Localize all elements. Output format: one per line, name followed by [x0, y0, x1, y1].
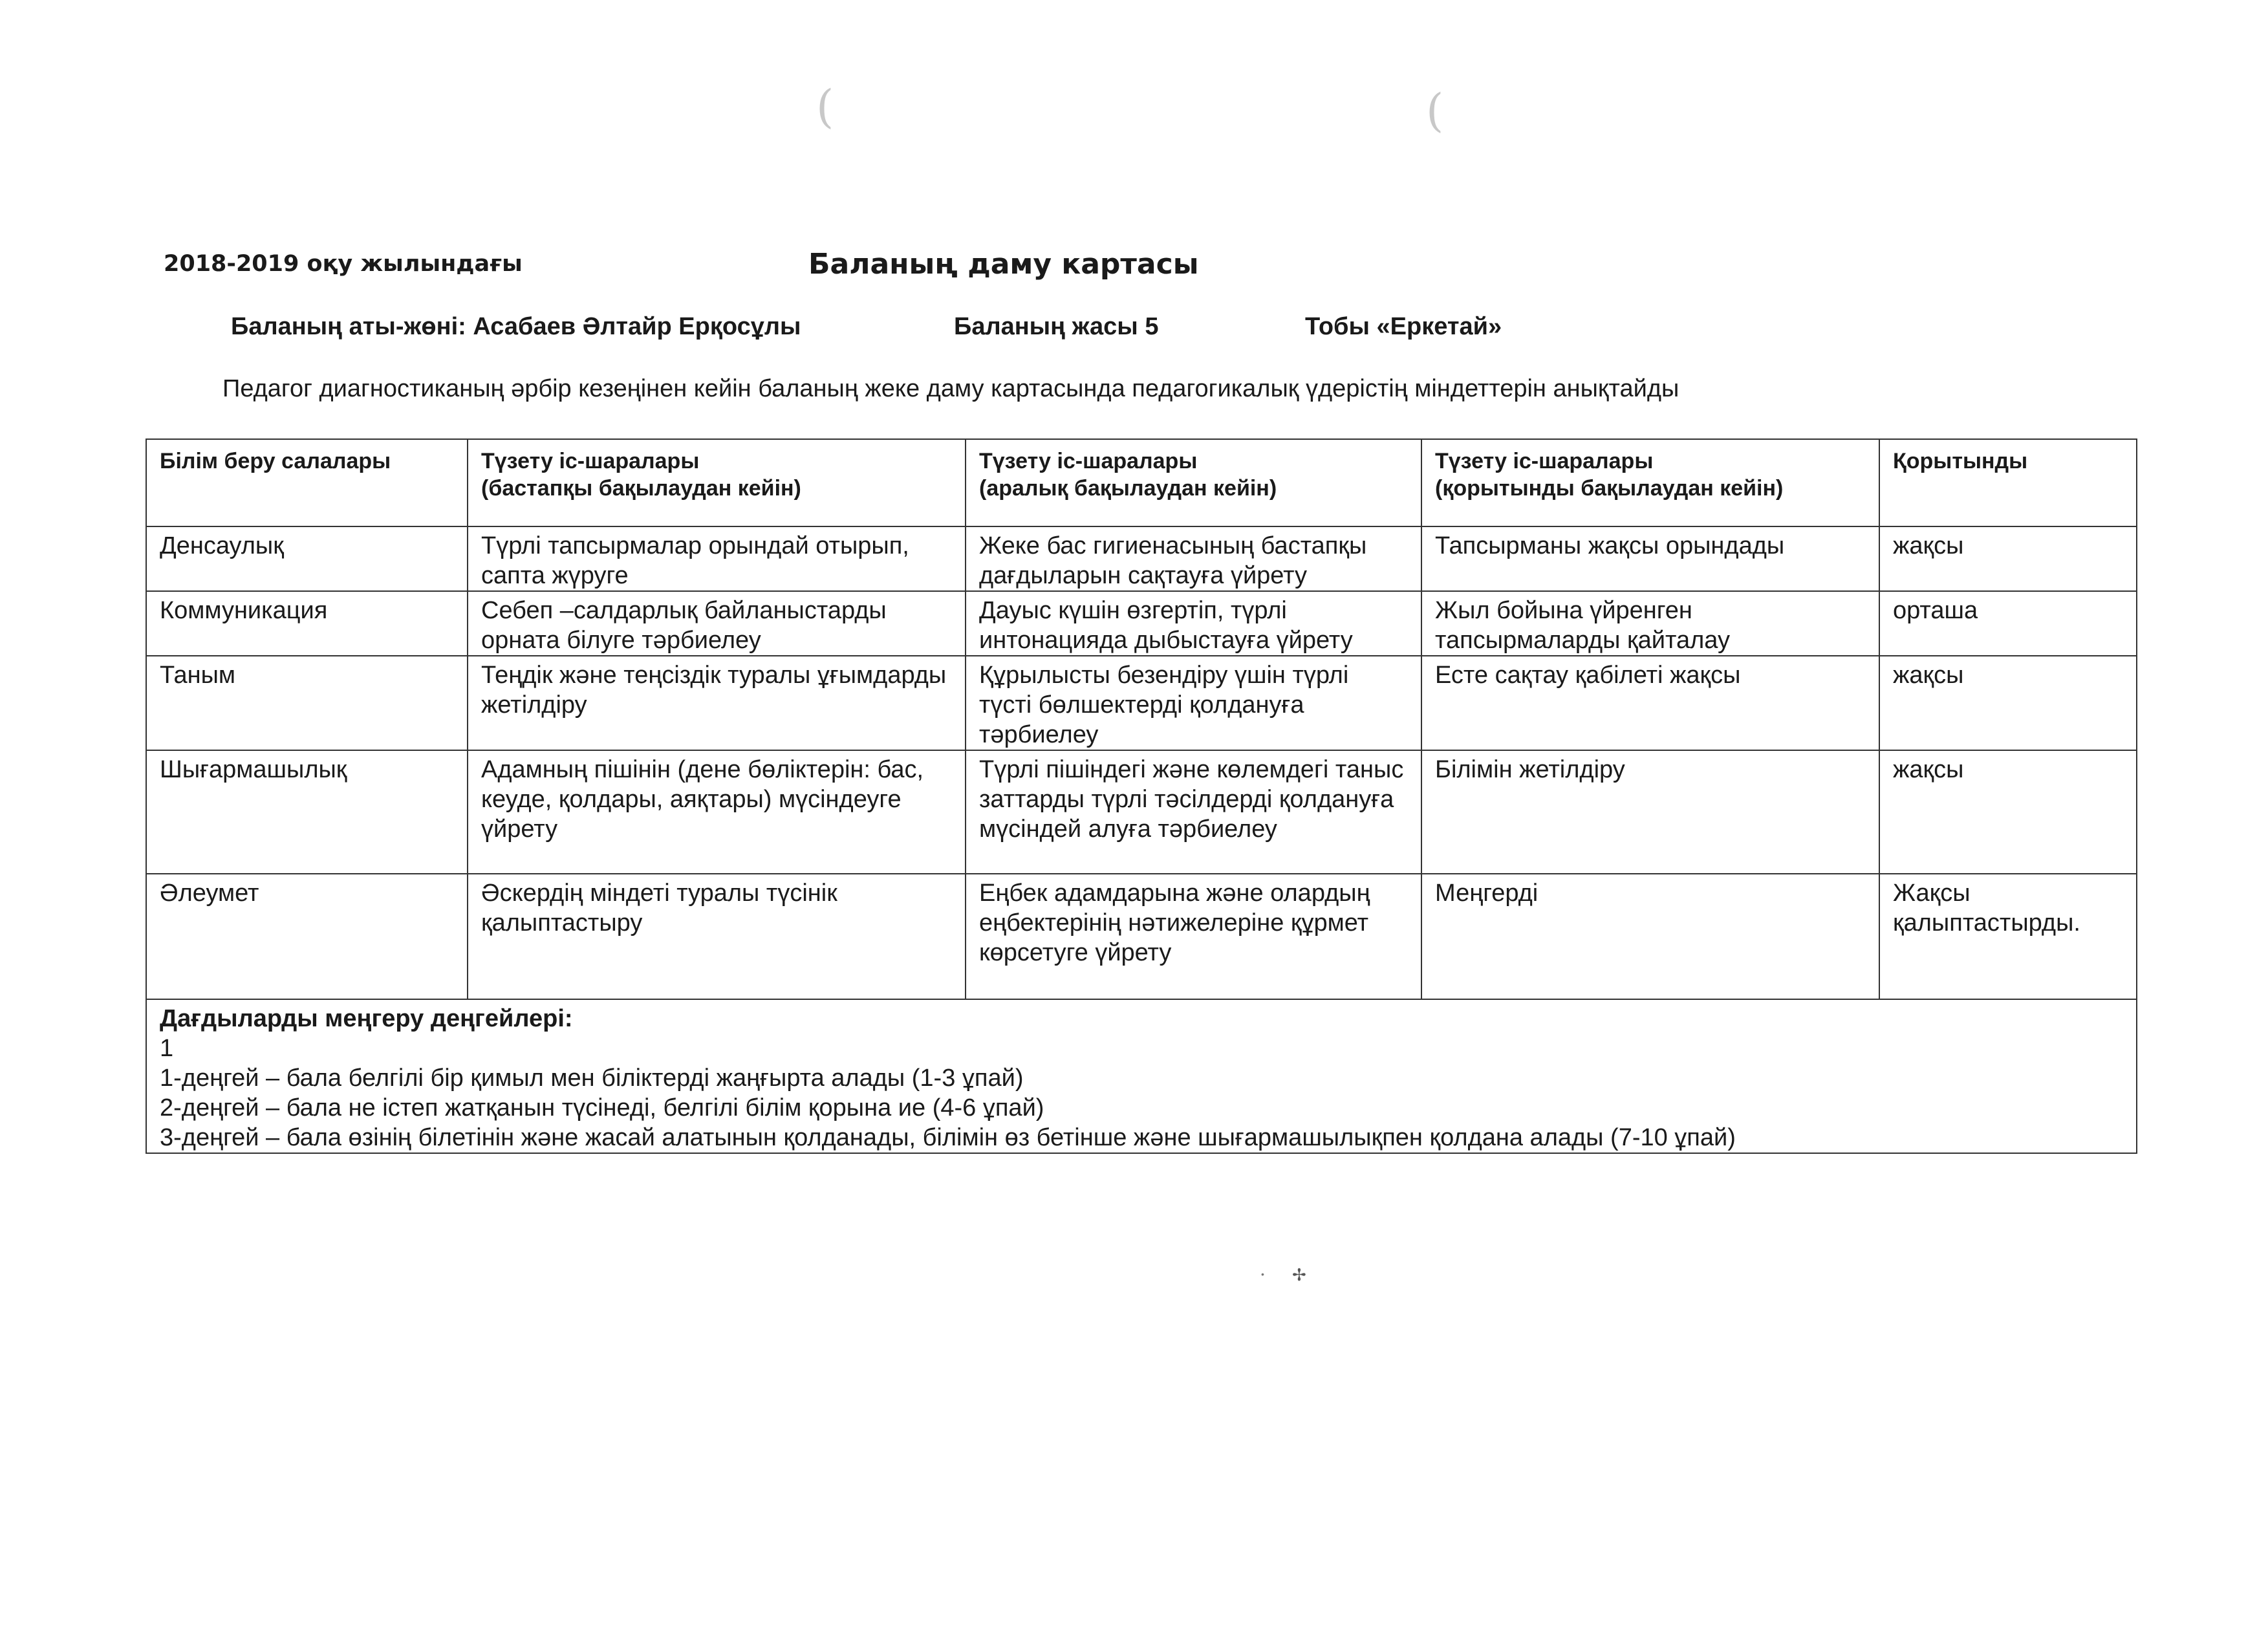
- development-card-table: [146, 439, 2137, 1154]
- final-cell: Тапсырманы жақсы орындады: [1421, 526, 1879, 591]
- initial-cell: Себеп –салдарлық байланыстарды орната білуге тәрбиелеу: [468, 591, 966, 656]
- levels-row: [146, 999, 2137, 1153]
- interim-cell: Еңбек адамдарына және олардың еңбектерінің нәтижелеріне құрмет көрсетуге үйрету: [966, 874, 1421, 999]
- column-header: Түзету іс-шаралары (бастапқы бақылаудан кейін): [468, 439, 966, 526]
- intro-text: Педагог диагностиканың әрбір кезеңінен кейін баланың жеке даму картасында педагогикалық үдерістің міндеттерін анықтайды: [222, 375, 1679, 402]
- initial-cell: Түрлі тапсырмалар орындай отырып, сапта жүруге: [468, 526, 966, 591]
- area-cell: Денсаулық: [146, 526, 468, 591]
- table-row: [146, 656, 2137, 750]
- table-header-row: [146, 439, 2137, 526]
- final-cell: Жыл бойына үйренген тапсырмаларды қайталау: [1421, 591, 1879, 656]
- table-row: [146, 591, 2137, 656]
- area-cell: Шығармашылық: [146, 750, 468, 874]
- level-item: 3-деңгей – бала өзінің білетінін және жасай алатынын қолданады, білімін өз бетінше және шығармашылықпен қолдана алады (7-10 ұпай): [160, 1124, 1736, 1151]
- child-name: Баланың аты-жөні: Асабаев Әлтайр Ерқосұлы: [231, 313, 801, 340]
- child-group: Тобы «Еркетай»: [1305, 313, 1502, 340]
- area-cell: Әлеумет: [146, 874, 468, 999]
- final-cell: Білімін жетілдіру: [1421, 750, 1879, 874]
- interim-cell: Жеке бас гигиенасының бастапқы дағдыларын сақтауға үйрету: [966, 526, 1421, 591]
- school-year: 2018-2019 оқу жылындағы: [164, 251, 523, 277]
- scan-speck: ✢: [1292, 1265, 1306, 1284]
- page-title: Баланың даму картасы: [808, 248, 1199, 281]
- levels-stray-number: 1: [160, 1035, 174, 1062]
- level-item: 2-деңгей – бала не істеп жатқанын түсінеді, белгілі білім қорына ие (4-6 ұпай): [160, 1094, 1044, 1121]
- child-age: Баланың жасы 5: [954, 313, 1159, 340]
- column-header: Түзету іс-шаралары (аралық бақылаудан кейін): [966, 439, 1421, 526]
- column-header: Түзету іс-шаралары (қорытынды бақылаудан кейін): [1421, 439, 1879, 526]
- result-cell: Жақсы қалыптастырды.: [1879, 874, 2137, 999]
- scan-mark: (: [1426, 84, 1444, 137]
- initial-cell: Теңдік және теңсіздік туралы ұғымдарды жетілдіру: [468, 656, 966, 750]
- result-cell: орташа: [1879, 591, 2137, 656]
- column-header: Білім беру салалары: [146, 439, 468, 526]
- interim-cell: Түрлі пішіндегі және көлемдегі таныс заттарды түрлі тәсілдерді қолдануға мүсіндей алуға тәрбиелеу: [966, 750, 1421, 874]
- column-header: Қорытынды: [1879, 439, 2137, 526]
- table-row: [146, 874, 2137, 999]
- level-item: 1-деңгей – бала белгілі бір қимыл мен біліктерді жаңғырта алады (1-3 ұпай): [160, 1065, 1024, 1092]
- result-cell: жақсы: [1879, 750, 2137, 874]
- interim-cell: Құрылысты безендіру үшін түрлі түсті бөлшектерді қолдануға тәрбиелеу: [966, 656, 1421, 750]
- table-row: [146, 750, 2137, 874]
- final-cell: Есте сақтау қабілеті жақсы: [1421, 656, 1879, 750]
- table-row: [146, 526, 2137, 591]
- scan-mark: (: [816, 80, 834, 133]
- final-cell: Меңгерді: [1421, 874, 1879, 999]
- levels-title: Дағдыларды меңгеру деңгейлері:: [160, 1005, 573, 1032]
- initial-cell: Әскердің міндеті туралы түсінік қалыптастыру: [468, 874, 966, 999]
- initial-cell: Адамның пішінін (дене бөліктерін: бас, кеуде, қолдары, аяқтары) мүсіндеуге үйрету: [468, 750, 966, 874]
- levels-cell: [146, 999, 2137, 1153]
- scan-speck: •: [1261, 1269, 1264, 1279]
- area-cell: Коммуникация: [146, 591, 468, 656]
- result-cell: жақсы: [1879, 526, 2137, 591]
- interim-cell: Дауыс күшін өзгертіп, түрлі интонацияда дыбыстауға үйрету: [966, 591, 1421, 656]
- area-cell: Таным: [146, 656, 468, 750]
- result-cell: жақсы: [1879, 656, 2137, 750]
